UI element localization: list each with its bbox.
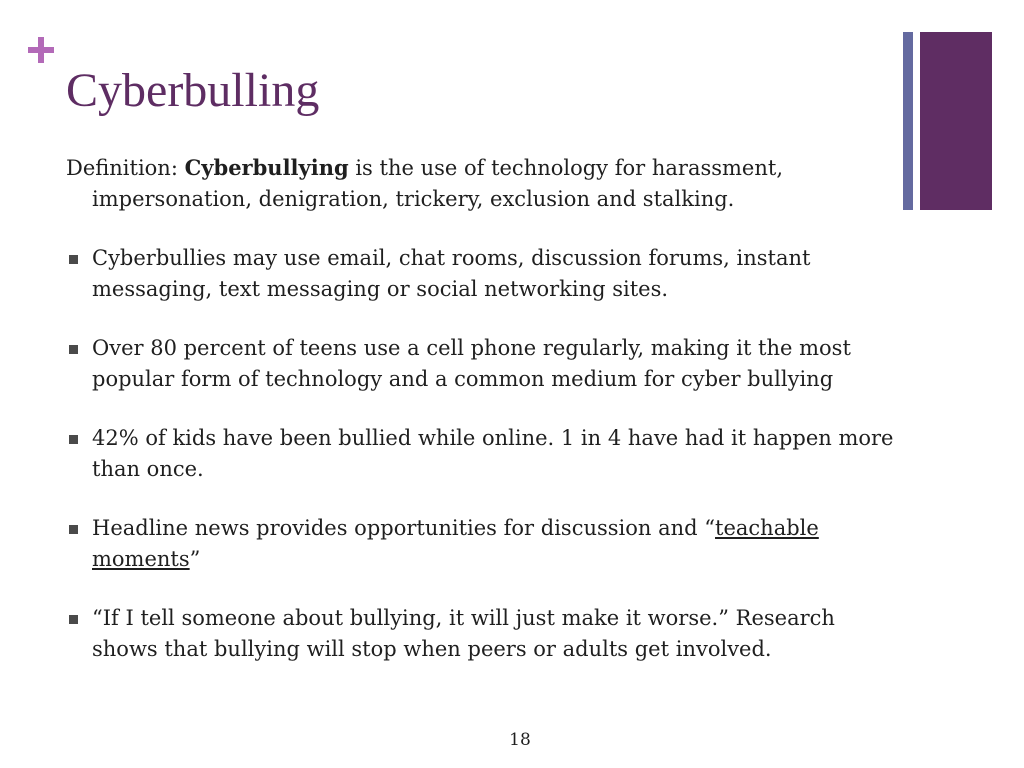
decorative-bar-thin: [903, 32, 913, 210]
bullet-item: [66, 513, 896, 575]
bullet-square-icon: [69, 345, 78, 354]
definition-paragraph: [66, 152, 896, 215]
bullet-item: [66, 243, 896, 305]
close-quote: ”: [189, 547, 201, 571]
decorative-bar-thick: [920, 32, 992, 210]
bullet-text: Headline news provides opportunities for discussion and: [92, 516, 705, 540]
bullet-square-icon: [69, 255, 78, 264]
bullet-square-icon: [69, 435, 78, 444]
bullet-item: [66, 333, 896, 395]
close-quote: ”: [718, 606, 729, 630]
plus-icon: [26, 36, 56, 66]
definition-prefix: Definition:: [66, 156, 185, 180]
bullet-square-icon: [69, 525, 78, 534]
definition-term: Cyberbullying: [184, 155, 349, 180]
bullet-item: [66, 603, 896, 665]
slide-content: [66, 152, 896, 693]
quote-text: If I tell someone about bullying, it will just make it worse.: [102, 606, 719, 630]
bullet-text: 42% of kids have been bullied while online. 1 in 4 have had it happen more than once.: [92, 426, 894, 481]
slide-title: Cyberbulling: [66, 64, 320, 117]
page-number-row: [0, 730, 1024, 750]
teachable-moments-link[interactable]: teachable moments: [92, 516, 819, 571]
bullet-text: Cyberbullies may use email, chat rooms, discussion forums, instant messaging, text messaging or social networking sites.: [92, 246, 811, 301]
bullet-text: Research shows that bullying will stop when peers or adults get involved.: [92, 606, 835, 661]
definition-text: is the use of technology for harassment, impersonation, denigration, trickery, exclusion and stalking.: [92, 156, 783, 211]
bullet-text: Over 80 percent of teens use a cell phone regularly, making it the most popular form of technology and a common medium for cyber bullying: [92, 336, 851, 391]
page-number: 18: [509, 730, 531, 750]
bullet-square-icon: [69, 615, 78, 624]
open-quote: “: [92, 606, 103, 630]
open-quote: “: [704, 516, 716, 540]
bullet-item: [66, 423, 896, 485]
